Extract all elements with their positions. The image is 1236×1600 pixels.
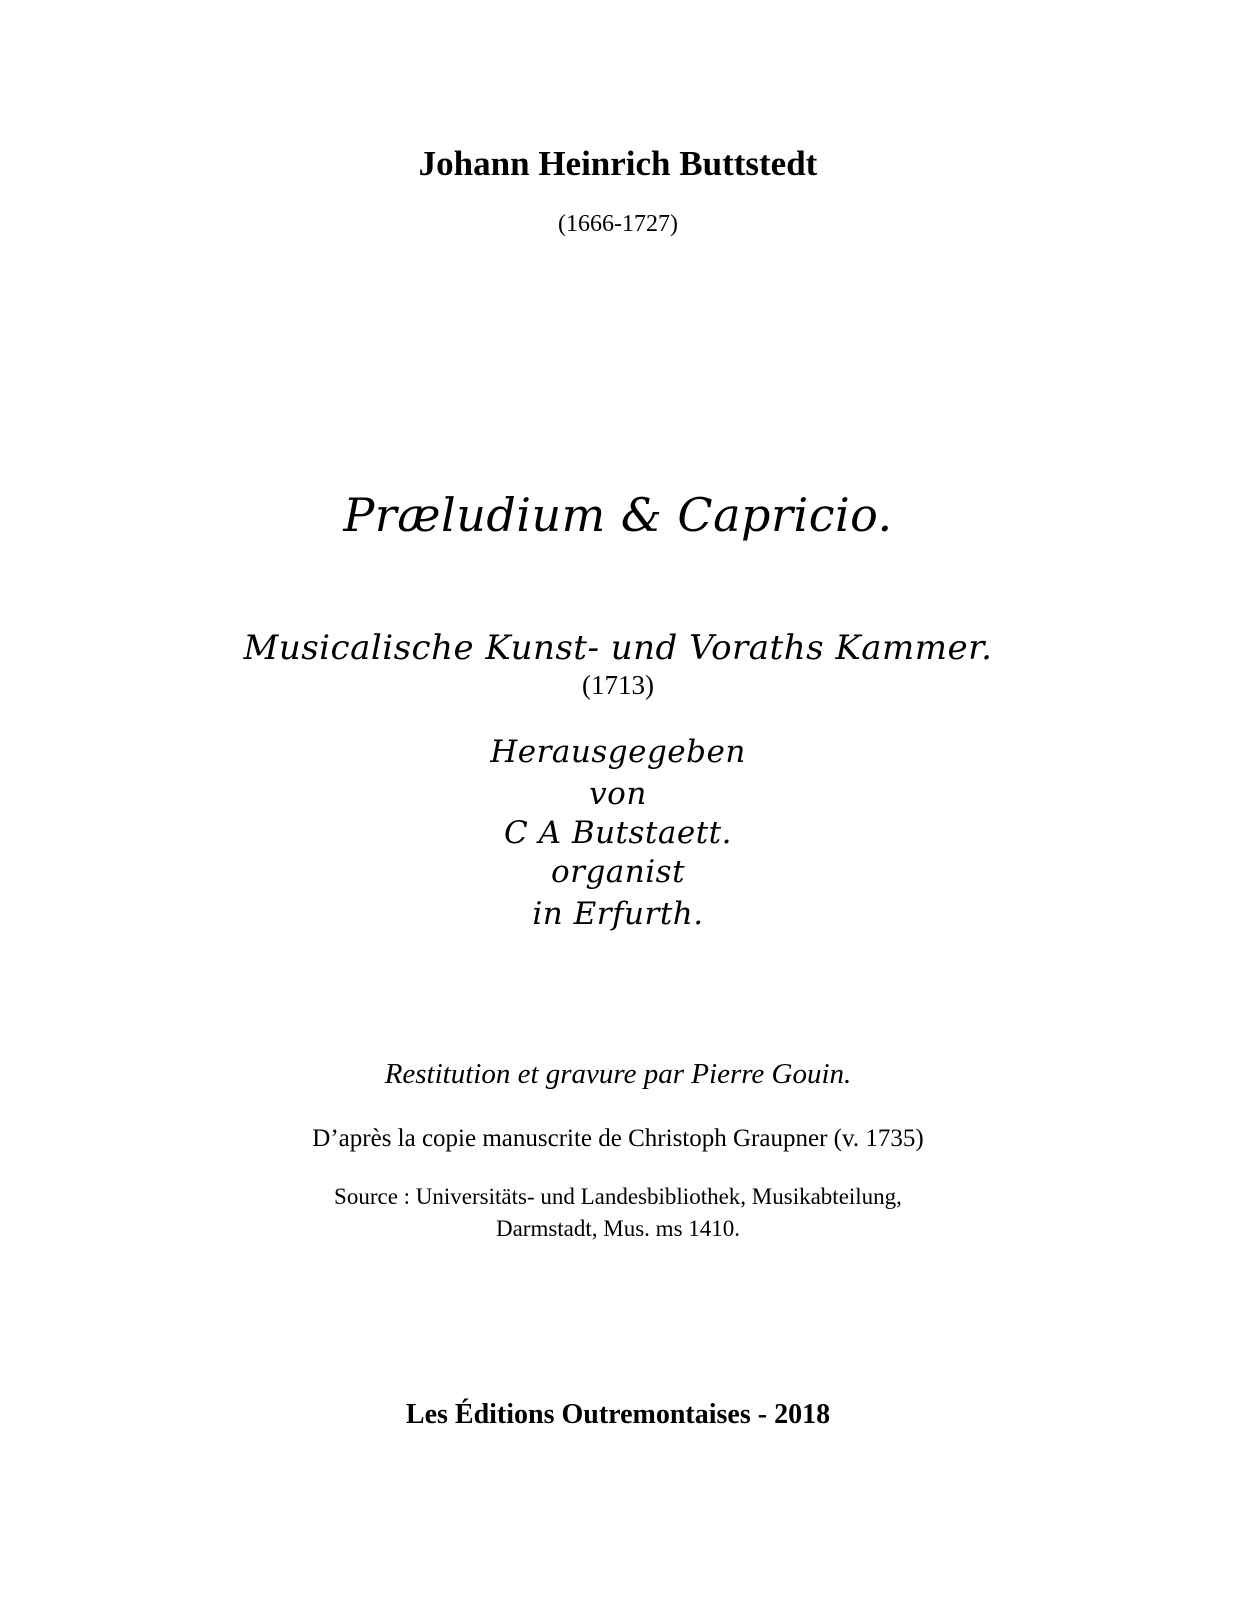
source-line: Darmstadt, Mus. ms 1410. — [495, 1216, 741, 1241]
work-title: Præludium & Capricio. — [343, 488, 893, 542]
publisher: Les Éditions Outremontaises - 2018 — [405, 1399, 831, 1430]
collection-title: Musicalische Kunst- und Voraths Kammer. — [243, 628, 993, 668]
source-line: Source : Universitäts- und Landesbibliothek, Musikabteilung, — [334, 1184, 902, 1209]
restitution-credit: Restitution et gravure par Pierre Gouin. — [384, 1058, 852, 1090]
composer-name: Johann Heinrich Buttstedt — [418, 144, 818, 183]
edition-line: C A Butstaett. — [504, 815, 732, 851]
edition-line: von — [589, 776, 647, 812]
manuscript-credit: D’après la copie manuscrite de Christoph Graupner (v. 1735) — [312, 1125, 924, 1152]
collection-year: (1713) — [582, 670, 654, 700]
composer-dates: (1666-1727) — [558, 211, 678, 237]
edition-line: in Erfurth. — [532, 896, 704, 932]
edition-line: organist — [550, 854, 686, 890]
edition-line: Herausgegeben — [490, 734, 746, 770]
